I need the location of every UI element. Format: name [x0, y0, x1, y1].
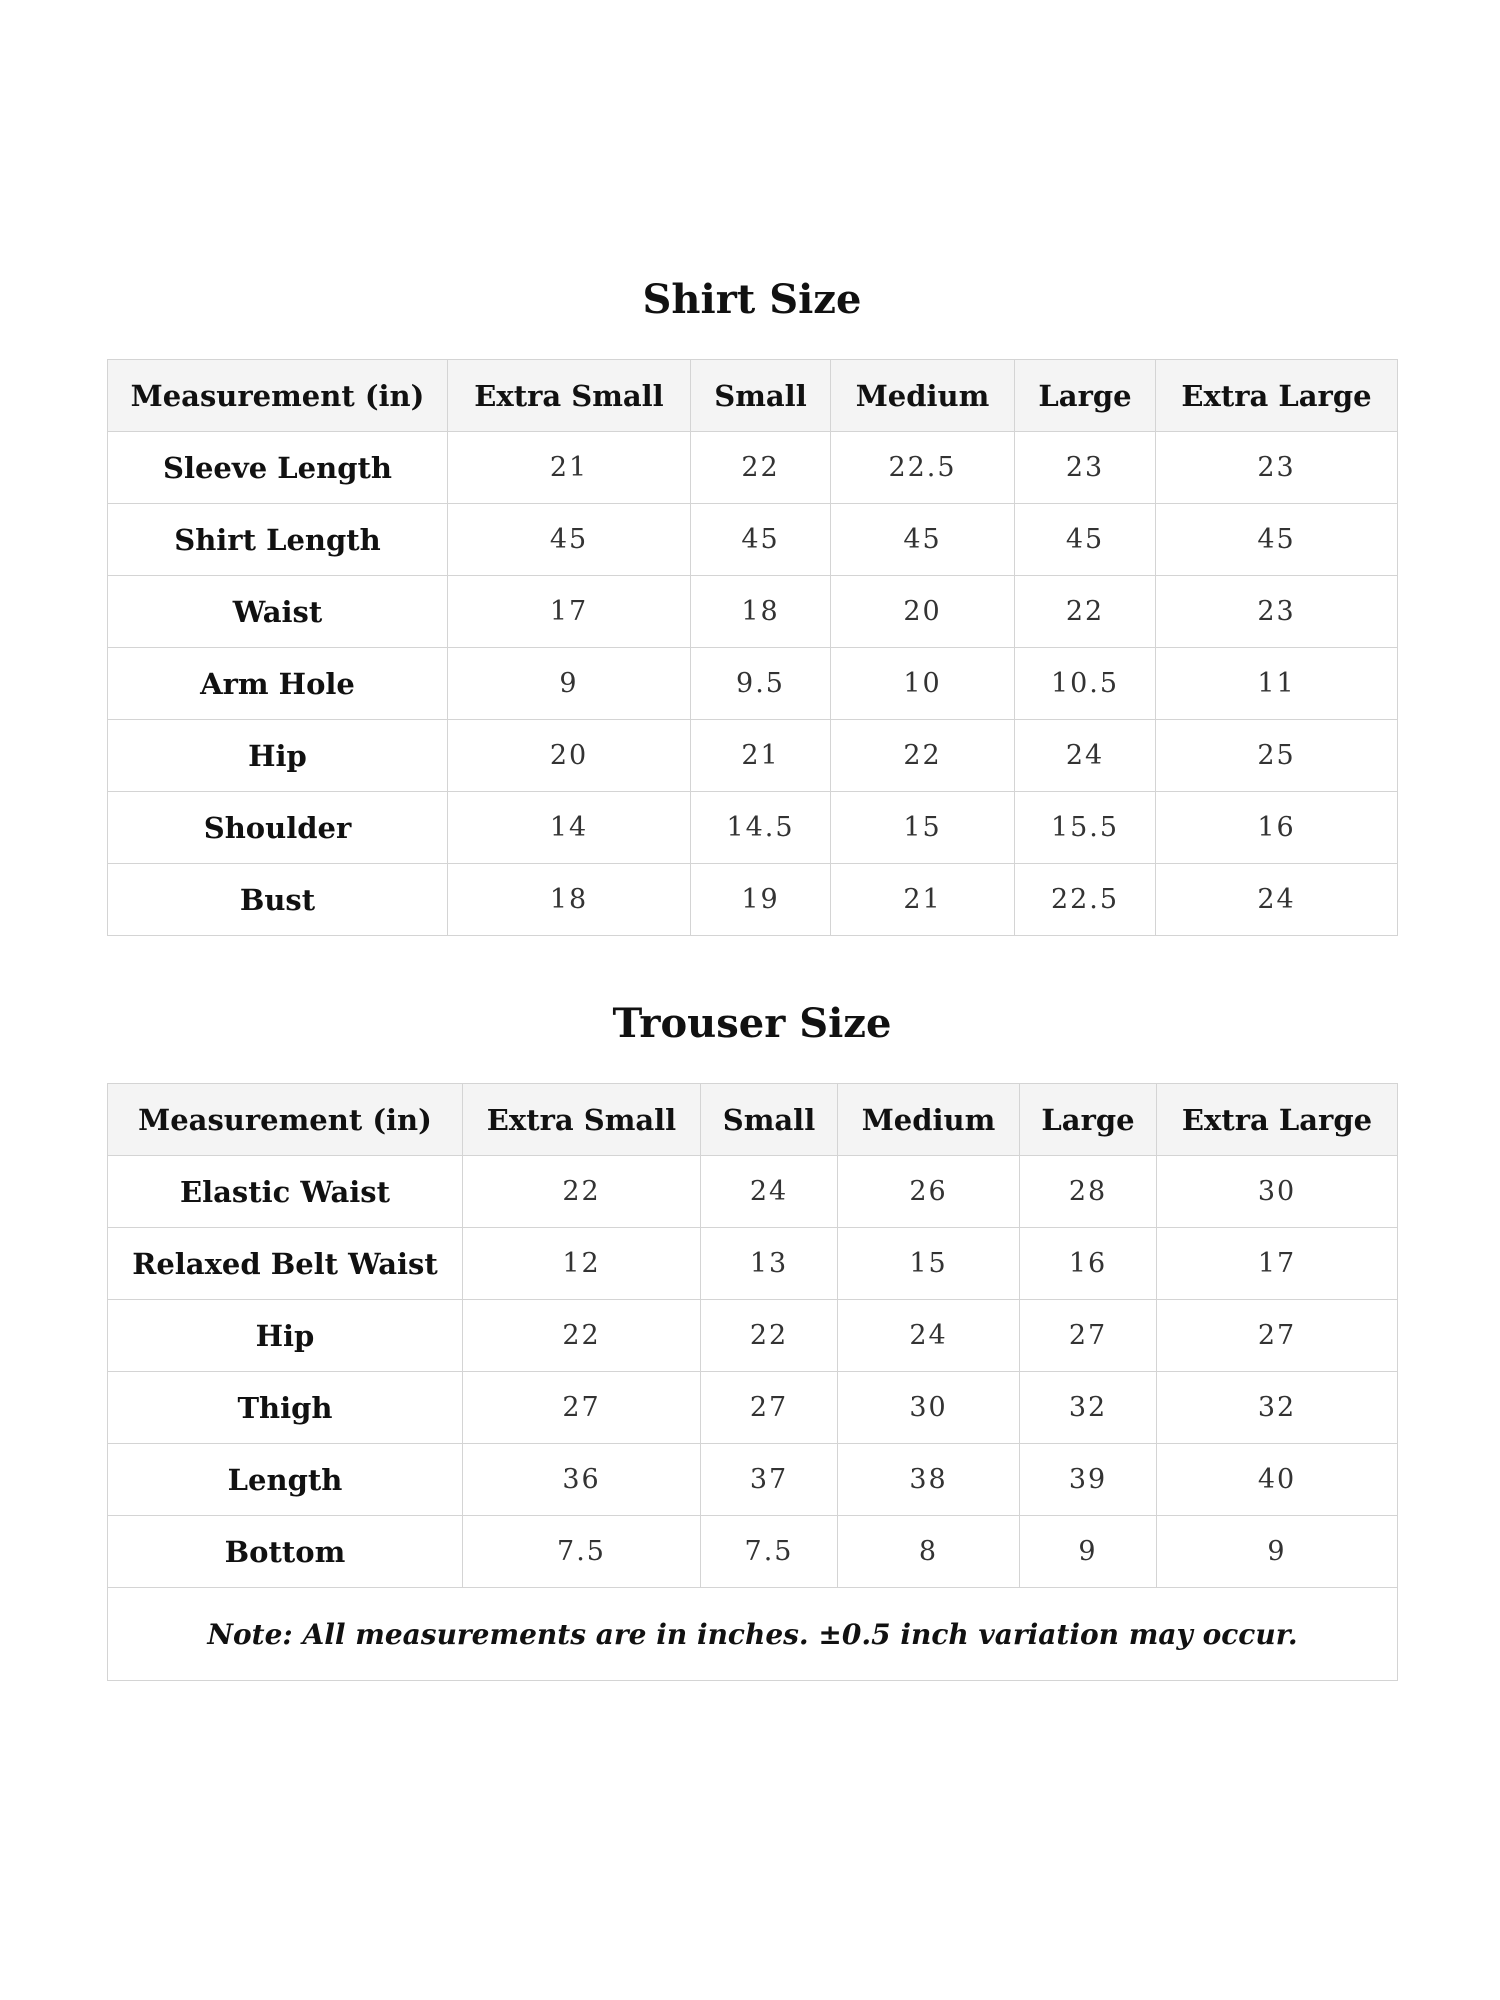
- row-label: Shirt Length: [108, 504, 448, 576]
- trouser-size-table: [107, 1083, 1398, 1681]
- table-cell: 9.5: [691, 648, 831, 720]
- row-label: Thigh: [108, 1372, 463, 1444]
- table-cell: 25: [1156, 720, 1398, 792]
- table-cell: 22: [831, 720, 1015, 792]
- table-cell: 16: [1156, 792, 1398, 864]
- table-cell: 9: [448, 648, 691, 720]
- table-cell: 39: [1020, 1444, 1157, 1516]
- table-cell: 26: [838, 1156, 1020, 1228]
- table-cell: 27: [1157, 1300, 1398, 1372]
- table-cell: 24: [838, 1300, 1020, 1372]
- table-cell: 40: [1157, 1444, 1398, 1516]
- table-cell: 45: [448, 504, 691, 576]
- table-cell: 27: [701, 1372, 838, 1444]
- table-row: [108, 1444, 1398, 1516]
- table-cell: 45: [691, 504, 831, 576]
- column-header-extra-large: Extra Large: [1157, 1084, 1398, 1156]
- column-header-medium: Medium: [831, 360, 1015, 432]
- table-cell: 27: [463, 1372, 701, 1444]
- table-cell: 12: [463, 1228, 701, 1300]
- table-cell: 15.5: [1015, 792, 1156, 864]
- table-cell: 30: [838, 1372, 1020, 1444]
- table-cell: 21: [831, 864, 1015, 936]
- table-cell: 16: [1020, 1228, 1157, 1300]
- table-cell: 45: [1156, 504, 1398, 576]
- table-header-row: [108, 360, 1398, 432]
- row-label: Sleeve Length: [108, 432, 448, 504]
- table-cell: 32: [1157, 1372, 1398, 1444]
- column-header-extra-small: Extra Small: [448, 360, 691, 432]
- table-cell: 22: [1015, 576, 1156, 648]
- row-label: Relaxed Belt Waist: [108, 1228, 463, 1300]
- trouser-size-title: Trouser Size: [612, 1000, 892, 1047]
- table-row: [108, 1300, 1398, 1372]
- table-row: [108, 864, 1398, 936]
- table-cell: 20: [448, 720, 691, 792]
- table-cell: 7.5: [463, 1516, 701, 1588]
- table-cell: 24: [1156, 864, 1398, 936]
- table-cell: 32: [1020, 1372, 1157, 1444]
- row-label: Arm Hole: [108, 648, 448, 720]
- column-header-small: Small: [691, 360, 831, 432]
- table-cell: 14.5: [691, 792, 831, 864]
- table-cell: 45: [831, 504, 1015, 576]
- shirt-size-title: Shirt Size: [642, 276, 862, 323]
- table-cell: 23: [1015, 432, 1156, 504]
- column-header-small: Small: [701, 1084, 838, 1156]
- column-header-extra-small: Extra Small: [463, 1084, 701, 1156]
- table-cell: 22.5: [831, 432, 1015, 504]
- table-cell: 8: [838, 1516, 1020, 1588]
- row-label: Length: [108, 1444, 463, 1516]
- table-cell: 18: [448, 864, 691, 936]
- table-cell: 7.5: [701, 1516, 838, 1588]
- table-cell: 30: [1157, 1156, 1398, 1228]
- table-row: [108, 432, 1398, 504]
- table-row: [108, 576, 1398, 648]
- table-cell: 10: [831, 648, 1015, 720]
- table-cell: 24: [701, 1156, 838, 1228]
- shirt-size-table: [107, 359, 1398, 936]
- table-cell: 17: [1157, 1228, 1398, 1300]
- table-cell: 14: [448, 792, 691, 864]
- column-header-large: Large: [1020, 1084, 1157, 1156]
- table-cell: 23: [1156, 432, 1398, 504]
- table-row: [108, 1156, 1398, 1228]
- table-cell: 15: [838, 1228, 1020, 1300]
- table-cell: 22: [463, 1156, 701, 1228]
- row-label: Hip: [108, 720, 448, 792]
- table-row: [108, 720, 1398, 792]
- table-cell: 22: [691, 432, 831, 504]
- table-cell: 23: [1156, 576, 1398, 648]
- table-cell: 21: [448, 432, 691, 504]
- table-cell: 36: [463, 1444, 701, 1516]
- table-cell: 15: [831, 792, 1015, 864]
- row-label: Hip: [108, 1300, 463, 1372]
- table-cell: 20: [831, 576, 1015, 648]
- table-row: [108, 1228, 1398, 1300]
- table-cell: 13: [701, 1228, 838, 1300]
- table-cell: 9: [1157, 1516, 1398, 1588]
- measurement-note: Note: All measurements are in inches. ±0.5 inch variation may occur.: [108, 1588, 1398, 1681]
- table-row: [108, 792, 1398, 864]
- column-header-medium: Medium: [838, 1084, 1020, 1156]
- table-cell: 27: [1020, 1300, 1157, 1372]
- table-cell: 10.5: [1015, 648, 1156, 720]
- row-label: Shoulder: [108, 792, 448, 864]
- table-row: [108, 1372, 1398, 1444]
- table-cell: 24: [1015, 720, 1156, 792]
- column-header-measurement: Measurement (in): [108, 1084, 463, 1156]
- table-cell: 19: [691, 864, 831, 936]
- table-header-row: [108, 1084, 1398, 1156]
- table-cell: 45: [1015, 504, 1156, 576]
- table-row: [108, 648, 1398, 720]
- row-label: Bottom: [108, 1516, 463, 1588]
- table-cell: 18: [691, 576, 831, 648]
- column-header-extra-large: Extra Large: [1156, 360, 1398, 432]
- row-label: Elastic Waist: [108, 1156, 463, 1228]
- table-cell: 38: [838, 1444, 1020, 1516]
- table-cell: 21: [691, 720, 831, 792]
- table-cell: 11: [1156, 648, 1398, 720]
- table-cell: 17: [448, 576, 691, 648]
- row-label: Bust: [108, 864, 448, 936]
- note-row: [108, 1588, 1398, 1681]
- column-header-large: Large: [1015, 360, 1156, 432]
- column-header-measurement: Measurement (in): [108, 360, 448, 432]
- table-cell: 22: [463, 1300, 701, 1372]
- table-cell: 9: [1020, 1516, 1157, 1588]
- row-label: Waist: [108, 576, 448, 648]
- table-row: [108, 504, 1398, 576]
- table-row: [108, 1516, 1398, 1588]
- table-cell: 37: [701, 1444, 838, 1516]
- table-cell: 28: [1020, 1156, 1157, 1228]
- table-cell: 22.5: [1015, 864, 1156, 936]
- table-cell: 22: [701, 1300, 838, 1372]
